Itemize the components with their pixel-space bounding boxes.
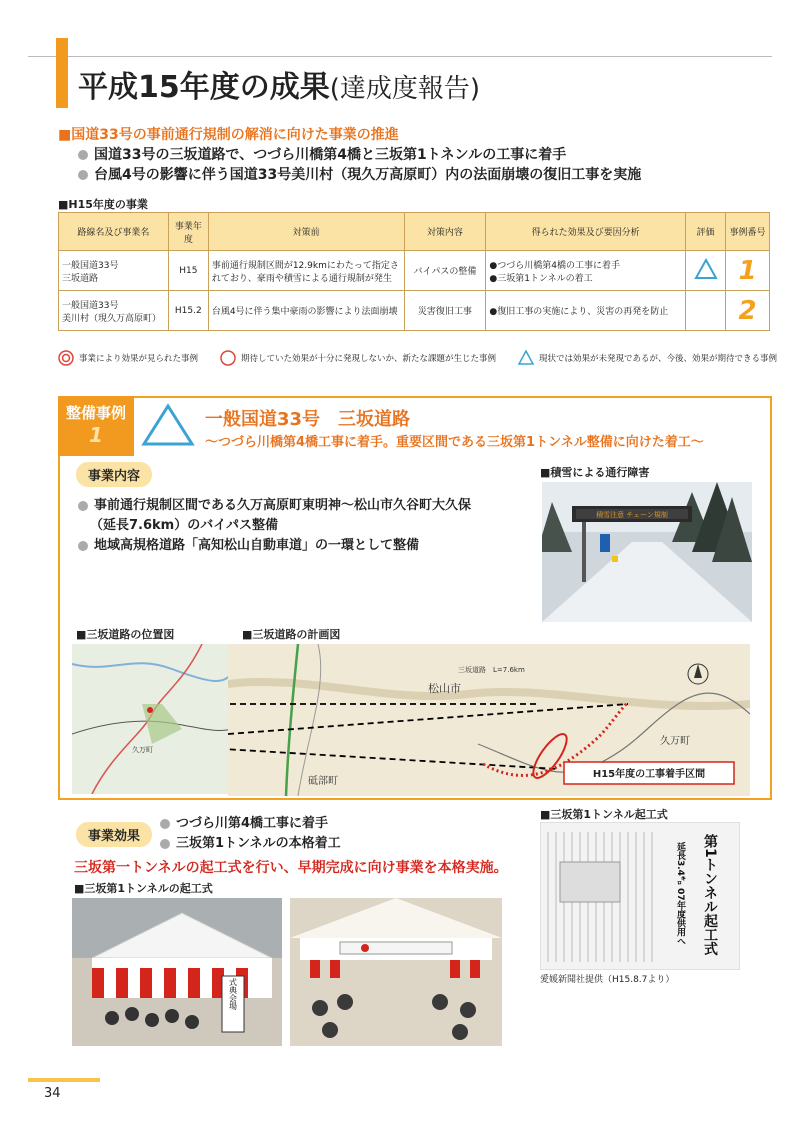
table-row — [59, 251, 770, 291]
col-effect: 得られた効果及び要因分析 — [486, 213, 686, 251]
col-route: 路線名及び事業名 — [59, 213, 169, 251]
legend-item: 期待していた効果が十分に発現しないか、新たな課題が生じた事例 — [220, 350, 496, 366]
content-line: 事前通行規制区間である久万高原町東明神～松山市久谷町大久保 — [78, 494, 471, 513]
triangle-rating-icon — [694, 258, 718, 280]
circle-icon — [220, 350, 236, 366]
location-map — [72, 644, 232, 794]
summary-bullet: 台風4号の影響に伴う国道33号美川村（現久万高原町）内の法面崩壊の復旧工事を実施 — [78, 164, 641, 184]
cell-rating — [686, 291, 726, 331]
page-number: 34 — [44, 1086, 61, 1101]
effect-line: つづら川第4橋工事に着手 — [160, 812, 328, 831]
legend — [58, 350, 778, 366]
cell-effect: ●つづら川橋第4橋の工事に着手 ●三坂第1トンネルの着工 — [486, 251, 686, 291]
page-title-sub: (達成度報告) — [329, 74, 481, 104]
svg-text:久万町: 久万町 — [660, 736, 690, 747]
effect-line: 三坂第1トンネルの本格着工 — [160, 832, 341, 851]
col-case-no: 事例番号 — [725, 213, 769, 251]
cell-effect: ●復旧工事の実施により、災害の再発を防止 — [486, 291, 686, 331]
svg-text:第1トンネル起工式: 第1トンネル起工式 — [702, 834, 718, 956]
svg-text:久万町: 久万町 — [132, 746, 153, 754]
case-badge: 整備事例 1 — [58, 396, 134, 456]
section-heading: ■国道33号の事前通行規制の解消に向けた事業の推進 — [58, 127, 399, 143]
large-triangle-icon — [140, 402, 196, 448]
summary-bullet: 国道33号の三坂道路で、つづら川橋第4橋と三坂第1トネンルの工事に着手 — [78, 144, 566, 164]
ceremony-photo-outdoor — [72, 898, 282, 1046]
page-title: 平成15年度の成果(達成度報告) — [78, 70, 481, 105]
cell-route: 一般国道33号 三坂道路 — [59, 251, 169, 291]
content-pill: 事業内容 — [76, 462, 152, 487]
content-line: 地域高規格道路「高知松山自動車道」の一環として整備 — [78, 534, 419, 553]
top-rule — [28, 56, 772, 57]
bullet-dot-icon — [78, 170, 88, 180]
cell-measure: 災害復旧工事 — [404, 291, 486, 331]
footer-accent-bar — [28, 1078, 100, 1082]
cell-before: 事前通行規制区間が12.9kmにわたって指定されており、豪雨や積雪による通行規制が発生 — [208, 251, 404, 291]
col-rating: 評価 — [686, 213, 726, 251]
ceremony-caption: ■三坂第1トンネルの起工式 — [74, 882, 213, 895]
plan-map-caption: ■三坂道路の計画図 — [242, 628, 341, 641]
location-map-caption: ■三坂道路の位置図 — [76, 628, 175, 641]
svg-text:H15年度の工事着手区間: H15年度の工事着手区間 — [592, 769, 706, 780]
double-circle-icon — [58, 350, 74, 366]
cell-year: H15 — [168, 251, 208, 291]
svg-text:三坂道路 L=7.6km: 三坂道路 L=7.6km — [458, 666, 525, 674]
project-table — [58, 212, 770, 331]
svg-text:式典会場: 式典会場 — [228, 978, 238, 1010]
svg-text:延長3.4㌔ 07年度供用へ: 延長3.4㌔ 07年度供用へ — [675, 842, 685, 946]
svg-text:砥部町: 砥部町 — [308, 776, 338, 787]
snow-road-photo — [542, 482, 752, 622]
table-header-row — [59, 213, 770, 251]
legend-item: 現状では効果が未発現であるが、今後、効果が期待できる事例 — [518, 350, 777, 366]
cell-route: 一般国道33号 美川村（現久万高原町） — [59, 291, 169, 331]
svg-text:積雪注意 チェーン規制: 積雪注意 チェーン規制 — [596, 511, 668, 519]
effect-pill: 事業効果 — [76, 822, 152, 847]
legend-item: 事業により効果が見られた事例 — [58, 350, 198, 366]
content-line: （延長7.6km）のバイパス整備 — [90, 518, 278, 533]
table-row — [59, 291, 770, 331]
col-before: 対策前 — [208, 213, 404, 251]
col-measure: 対策内容 — [404, 213, 486, 251]
triangle-icon — [518, 350, 534, 366]
case-title: 一般国道33号 三坂道路 — [205, 409, 411, 430]
title-accent-bar — [56, 38, 68, 108]
cell-measure: バイパスの整備 — [404, 251, 486, 291]
cell-before: 台風4号に伴う集中豪雨の影響により法面崩壊 — [208, 291, 404, 331]
plan-map — [228, 644, 750, 796]
case-subtitle: ～つづら川橋第4橋工事に着手。重要区間である三坂第1トンネル整備に向けた着工～ — [205, 435, 704, 450]
cell-case-no: 1 — [725, 251, 769, 291]
cell-rating — [686, 251, 726, 291]
snow-photo-caption: ■積雪による通行障害 — [540, 466, 650, 479]
cell-year: H15.2 — [168, 291, 208, 331]
svg-text:松山市: 松山市 — [428, 682, 461, 695]
col-year: 事業年度 — [168, 213, 208, 251]
effect-highlight: 三坂第一トンネルの起工式を行い、早期完成に向け事業を本格実施。 — [74, 860, 508, 876]
news-credit: 愛媛新聞社提供（H15.8.7より） — [540, 975, 675, 985]
cell-case-no: 2 — [725, 291, 769, 331]
bullet-dot-icon — [78, 150, 88, 160]
news-caption: ■三坂第1トンネル起工式 — [540, 808, 668, 821]
newspaper-clipping — [540, 822, 740, 970]
table-heading: ■H15年度の事業 — [58, 198, 148, 211]
ceremony-photo-tent — [290, 898, 502, 1046]
